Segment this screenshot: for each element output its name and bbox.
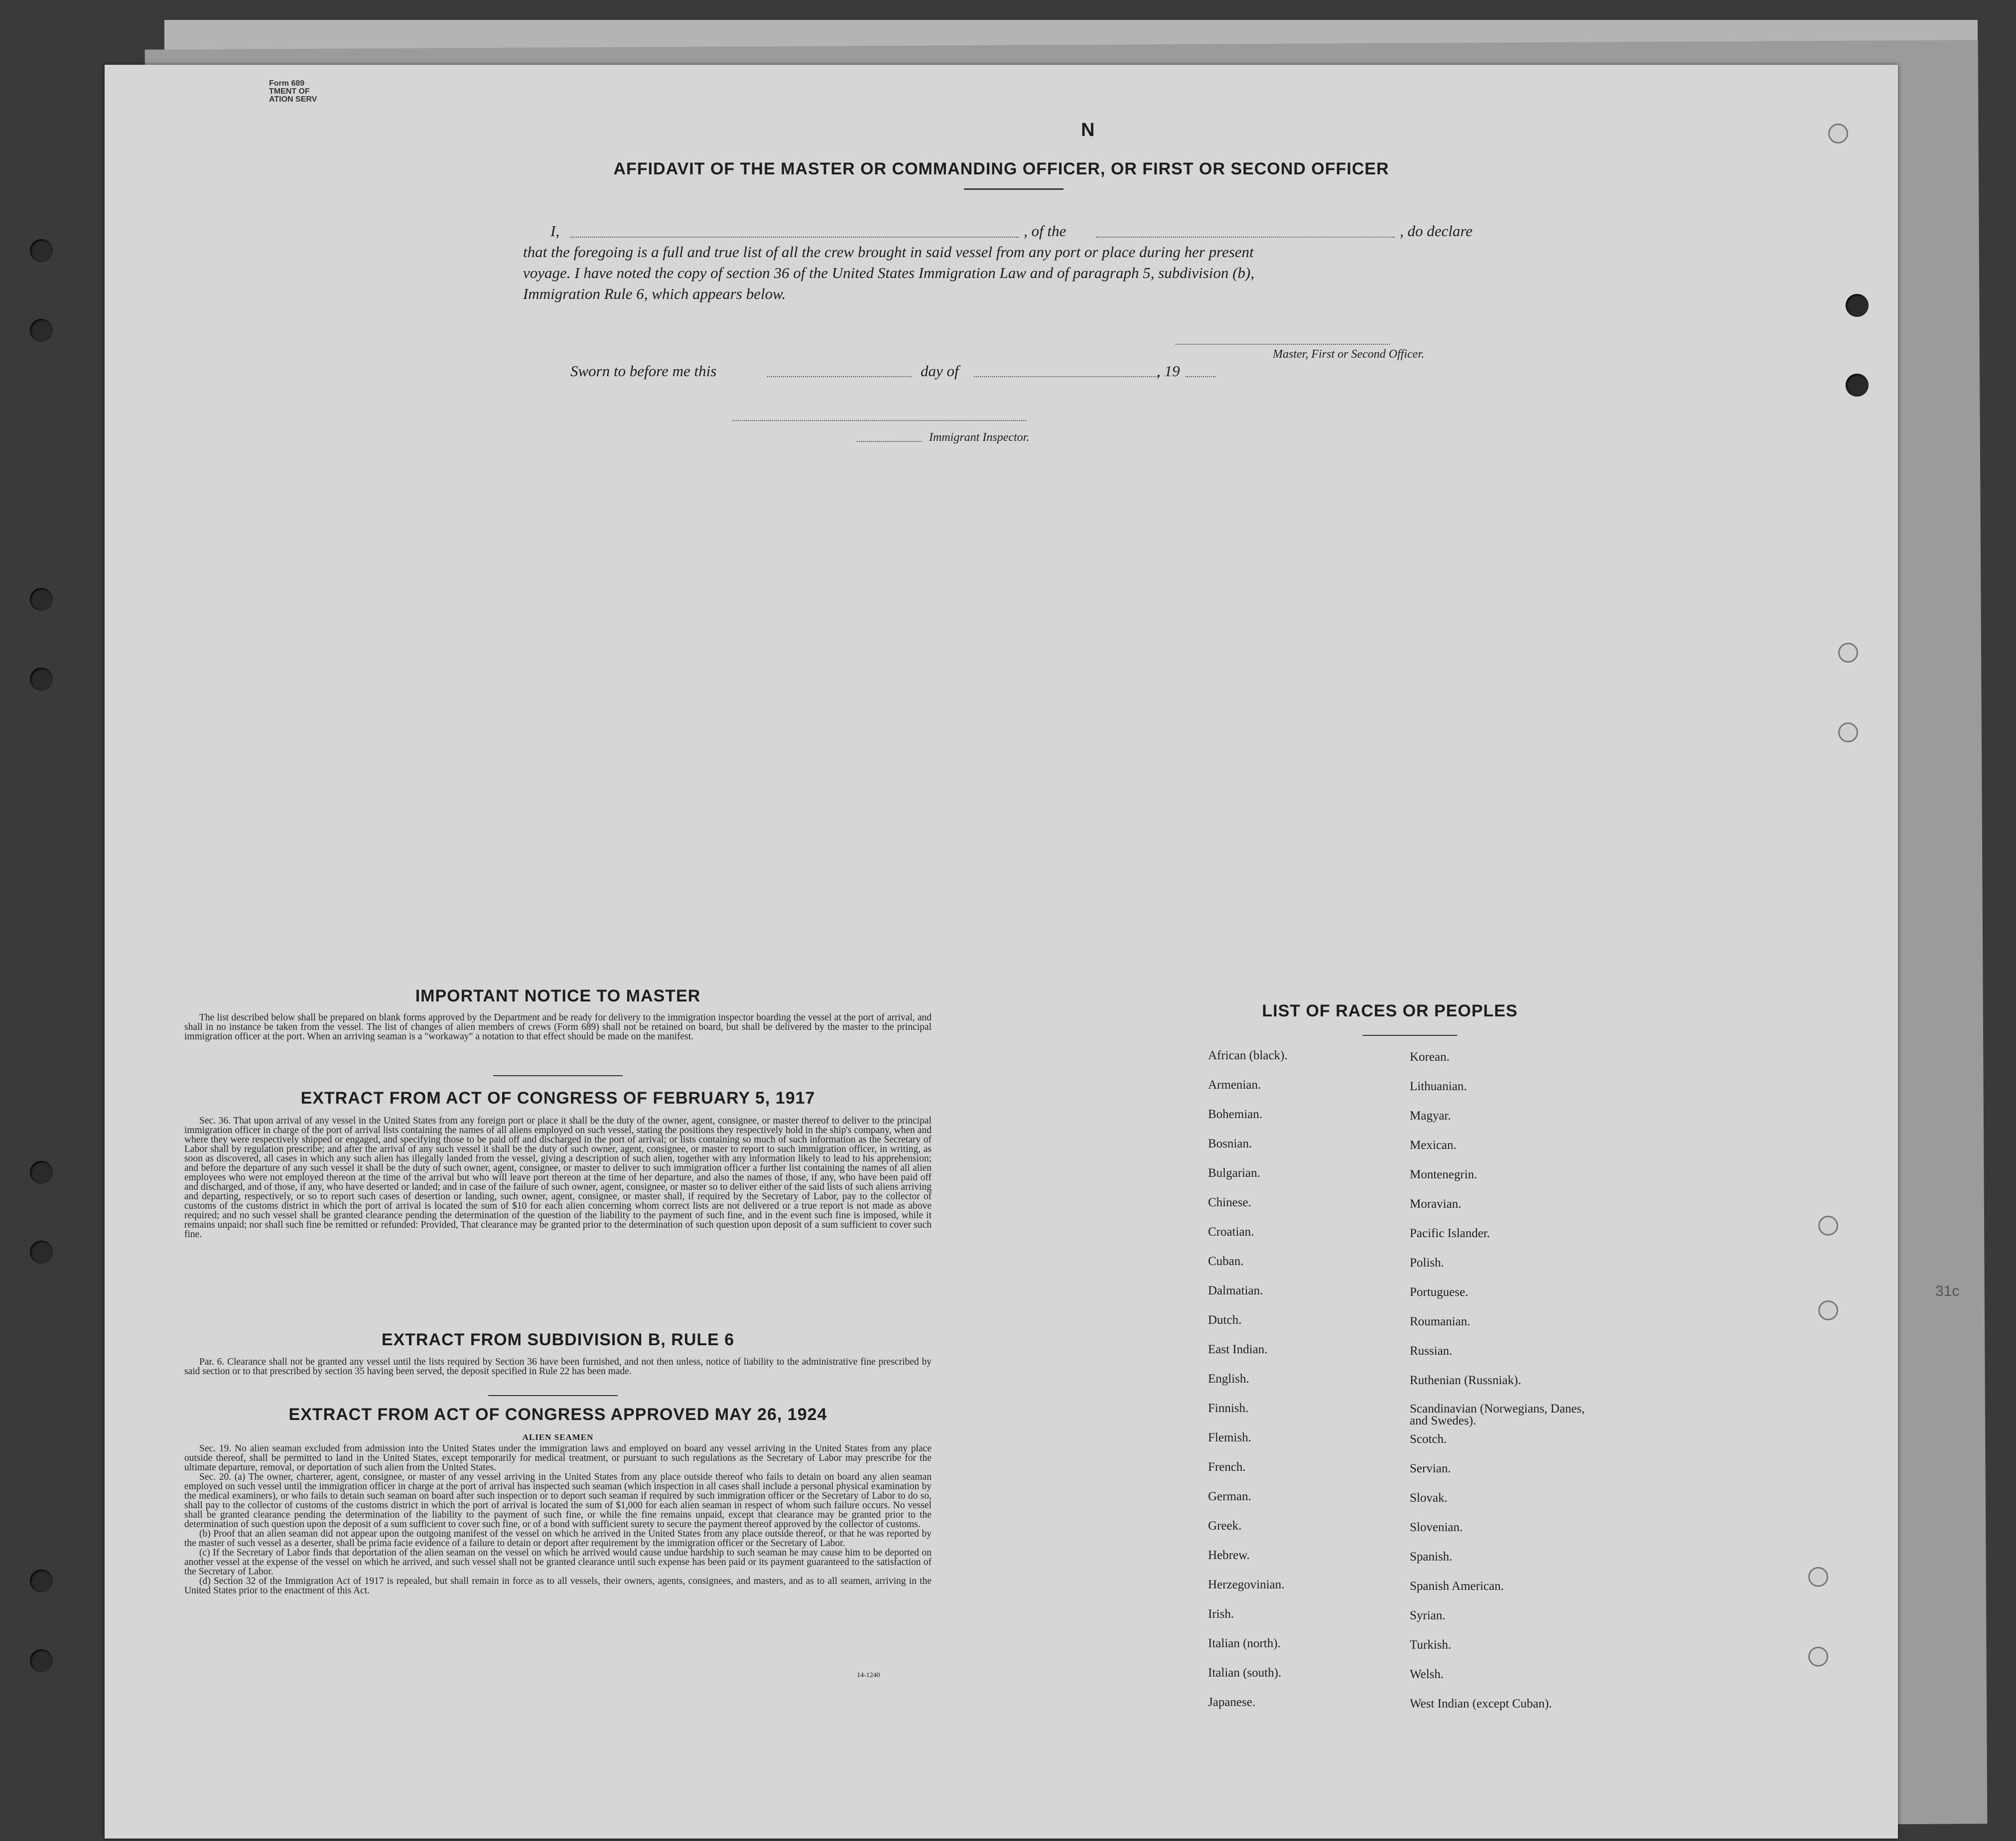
binder-hole [30, 239, 53, 262]
form-number-stamp: Form 689 TMENT OF ATION SERV [269, 79, 317, 104]
race-item: Flemish. [1208, 1431, 1251, 1444]
binder-hole [1818, 1300, 1838, 1320]
sworn-end: , 19 [1157, 362, 1180, 380]
race-item: Polish. [1410, 1256, 1444, 1270]
race-item: West Indian (except Cuban). [1410, 1697, 1552, 1710]
race-item: Greek. [1208, 1519, 1242, 1533]
affidavit-line1-end: , do declare [1400, 222, 1473, 240]
binder-hole [30, 1569, 53, 1592]
binder-hole [1846, 294, 1869, 317]
subdivision-title: EXTRACT FROM SUBDIVISION B, RULE 6 [381, 1330, 735, 1349]
binder-hole [1838, 722, 1858, 742]
affidavit-line2: that the foregoing is a full and true list of all the crew brought in said vessel from any port or place during her present [523, 243, 1254, 261]
race-item: African (black). [1208, 1049, 1288, 1062]
year-blank [1186, 376, 1215, 377]
races-divider [1362, 1035, 1457, 1036]
race-item: Slovak. [1410, 1491, 1448, 1505]
affidavit-line1-mid: , of the [1024, 222, 1067, 240]
race-item: Herzegovinian. [1208, 1578, 1285, 1591]
binder-hole [1818, 1216, 1838, 1236]
month-blank [974, 376, 1158, 377]
race-item: Montenegrin. [1410, 1168, 1478, 1181]
affidavit-line4: Immigration Rule 6, which appears below. [523, 285, 786, 302]
race-item: Spanish. [1410, 1550, 1453, 1563]
race-item: Servian. [1410, 1462, 1451, 1475]
affidavit-line3: voyage. I have noted the copy of section 36 of the United States Immigration Law and of paragraph 5, subdivision (b), [523, 264, 1254, 282]
binder-hole [30, 1161, 53, 1184]
race-item: Irish. [1208, 1607, 1234, 1621]
binder-hole [30, 1649, 53, 1672]
extract-1924-title: EXTRACT FROM ACT OF CONGRESS APPROVED MAY 26, 1924 [288, 1405, 827, 1424]
race-item: Turkish. [1410, 1638, 1452, 1652]
race-item: Hebrew. [1208, 1549, 1250, 1562]
race-item: Chinese. [1208, 1196, 1251, 1209]
race-item: Bosnian. [1208, 1137, 1252, 1150]
race-item: Magyar. [1410, 1109, 1451, 1123]
form-code: 14-1240 [857, 1672, 880, 1679]
race-item: Scandinavian (Norwegians, Danes, and Swedes). [1410, 1402, 1585, 1427]
race-item: Italian (north). [1208, 1637, 1281, 1650]
binder-hole [1828, 124, 1848, 143]
name-blank [570, 237, 1019, 238]
binder-hole [30, 668, 53, 691]
extract-1917-title: EXTRACT FROM ACT OF CONGRESS OF FEBRUARY 5, 1917 [300, 1089, 815, 1108]
races-left-column [1208, 1049, 1288, 1725]
alien-seamen-subtitle: ALIEN SEAMEN [522, 1432, 594, 1442]
margin-handwritten-note: 31c [1935, 1283, 1960, 1299]
document-page [105, 65, 1898, 1839]
sworn-mid: day of [921, 362, 959, 380]
notice-divider [493, 1075, 623, 1076]
race-item: Italian (south). [1208, 1666, 1282, 1680]
race-item: Slovenian. [1410, 1521, 1463, 1534]
race-item: Spanish American. [1410, 1579, 1504, 1593]
affidavit-line1-start: I, [550, 222, 560, 240]
race-item: Ruthenian (Russniak). [1410, 1374, 1521, 1387]
binder-hole [1808, 1647, 1828, 1667]
extract-1917-text: Sec. 36. That upon arrival of any vessel in the United States from any foreign port or place it shall be the duty of the owner, agent, consignee, or master thereof to deliver to the principal immigration officer in charge of the port of arrival lists containing the names of all aliens employed on such vessel, stating the positions they respectively hold in the ship's company, when and where they were respectively shipped or engaged, and specifying those to be paid off and discharged in the port of arrival; or lists containing so much of such information as the Secretary of Labor shall by regulation prescribe; and after the arrival of any such vessel it shall be the duty of such owner, agent, consignee, or master to report to such immigration officer, in writing, as soon as discovered, all cases in which any such alien has illegally landed from the vessel, giving a description of such alien, together with any information likely to lead to his apprehension; and before the departure of any such vessel it shall be the duty of such owner, agent, consignee, or master to deliver to such immigration officer a further list containing the names of all alien employees who were not employed thereon at the time of the arrival but who will leave port thereon at the time of her departure, and also the names of those, if any, who have been paid off and discharged, and of those, if any, who have deserted or landed; and in case of the failure of such owner, agent, consignee, or master so to deliver either of the said lists of such aliens arriving and departing, respectively, or so to report such cases of desertion or landing, such owner, agent, consignee, or master shall, if required by the Secretary of Labor, pay to the collector of customs of the customs district in which the port of arrival is located the sum of $10 for each alien concerning whom correct lists are not delivered or a true report is not made as above required; and no such vessel shall be granted clearance pending the determination of the question of the liability to the payment of such fine, and in the event such fine is imposed, while it remains unpaid; nor shall such fine be remitted or refunded: Provided, That clearance may be granted prior to the determination of such question upon deposit of a sum sufficient to cover such fine. [184, 1116, 932, 1240]
race-item: Japanese. [1208, 1696, 1256, 1709]
notice-text: The list described below shall be prepared on blank forms approved by the Department and be ready for delivery to the immigration inspector boarding the vessel at the port of arrival, and shall in no instance be taken from the vessel. The list of changes of alien members of crews (Form 689) shall not be retained on board, but shall be delivered by the master to the principal immigration officer at the port. When an arriving seaman is a "workaway" a notation to that effect should be made on the manifest. [184, 1012, 932, 1042]
race-item: Moravian. [1410, 1197, 1462, 1211]
binder-hole [1808, 1567, 1828, 1587]
extract-1924-text: Sec. 19. No alien seaman excluded from admission into the United States under the immigration laws and employed on board any vessel arriving in the United States from any place outside thereof, shall be permitted to land in the United States, except temporarily for medical treatment, or pursuant to such regulations as the Secretary of Labor may prescribe for the ultimate departure, removal, or deportation of such alien from the United States. Sec. 20. (a) The owner, charterer, agent, consignee, or master of any vessel arriving in the United States from any place outside thereof who fails to detain on board any alien seaman employed on such vessel until the immigration officer in charge at the port of arrival has inspected such seaman (which inspection in all cases shall include a personal physical examination by the medical examiners), or who fails to detain such seaman on board after such inspection or to deport such seaman if required by such immigration officer or the Secretary of Labor to do so, shall pay to the collector of customs of the customs district in which the port of arrival is located the sum of $1,000 for each alien seaman in respect of whom such failure occurs. No vessel shall be granted clearance pending the determination of the liability to the payment of such fine, or while the fine remains unpaid, except that clearance may be granted prior to the determination of such question upon the deposit of a sum sufficient to cover such fine, or of a bond with sufficient surety to secure the payment thereof approved by the collector of customs. (b) Proof that an alien seaman did not appear upon the outgoing manifest of the vessel on which he arrived in the United States from any place outside thereof, or that he was reported by the master of such vessel as a deserter, shall be prima facie evidence of a failure to detain or deport after requirement by the immigration officer or the Secretary of Labor. (c) If the Secretary of Labor finds that deportation of the alien seaman on the vessel on which he arrived would cause undue hardship to such seaman he may cause him to be deported on another vessel at the expense of the vessel on which he arrived, and such vessel shall not be granted clearance until such expense has been paid or its payment guaranteed to the satisfaction of the Secretary of Labor. (d) Section 32 of the Immigration Act of 1917 is repealed, but shall remain in force as to all vessels, their owners, agents, consignees, and masters, and as to all seamen, arriving in the United States prior to the enactment of this Act. [184, 1443, 932, 1596]
race-item: Welsh. [1410, 1668, 1444, 1681]
race-item: Dalmatian. [1208, 1284, 1263, 1297]
vessel-blank [1096, 237, 1395, 238]
race-item: Portuguese. [1410, 1285, 1469, 1299]
race-item: Croatian. [1208, 1225, 1254, 1239]
sworn-start: Sworn to before me this [570, 362, 717, 380]
race-item: Armenian. [1208, 1078, 1261, 1092]
subdivision-text: Par. 6. Clearance shall not be granted any vessel until the lists required by Section 36 have been furnished, and not then unless, notice of liability to the administrative fine prescribed by said section or to that prescribed by section 35 having been served, the deposit specified in Rule 22 has been made. [184, 1357, 932, 1377]
race-item: East Indian. [1208, 1343, 1268, 1356]
race-item: Russian. [1410, 1344, 1453, 1358]
inspector-label: Immigrant Inspector. [929, 431, 1030, 444]
subdivision-divider [488, 1395, 618, 1396]
notice-title: IMPORTANT NOTICE TO MASTER [415, 987, 701, 1005]
binder-hole [30, 588, 53, 611]
binder-hole [30, 1241, 53, 1264]
races-right-column [1410, 1050, 1589, 1726]
affidavit-title: AFFIDAVIT OF THE MASTER OR COMMANDING OFFICER, OR FIRST OR SECOND OFFICER [613, 159, 1389, 178]
day-blank [767, 376, 912, 377]
header-letter: N [1081, 120, 1095, 141]
race-item: Bulgarian. [1208, 1166, 1260, 1180]
race-item: Roumanian. [1410, 1315, 1471, 1328]
races-title: LIST OF RACES OR PEOPLES [1262, 1001, 1518, 1020]
binder-hole [1846, 374, 1869, 397]
race-item: Cuban. [1208, 1255, 1244, 1268]
race-item: Finnish. [1208, 1402, 1249, 1415]
inspector-dots [857, 441, 922, 442]
race-item: English. [1208, 1372, 1249, 1386]
binder-hole [30, 319, 53, 342]
signature-blank [1176, 344, 1390, 345]
inspector-signature-blank [732, 420, 1026, 421]
race-item: Bohemian. [1208, 1108, 1263, 1121]
binder-hole [1838, 643, 1858, 663]
signature-label: Master, First or Second Officer. [1273, 348, 1424, 361]
race-item: Mexican. [1410, 1138, 1457, 1152]
race-item: Dutch. [1208, 1313, 1242, 1327]
race-item: Scotch. [1410, 1432, 1447, 1446]
race-item: German. [1208, 1490, 1251, 1503]
race-item: French. [1208, 1460, 1246, 1474]
title-divider [964, 188, 1064, 190]
race-item: Lithuanian. [1410, 1080, 1467, 1093]
race-item: Korean. [1410, 1050, 1450, 1064]
race-item: Pacific Islander. [1410, 1227, 1490, 1240]
race-item: Syrian. [1410, 1609, 1446, 1622]
